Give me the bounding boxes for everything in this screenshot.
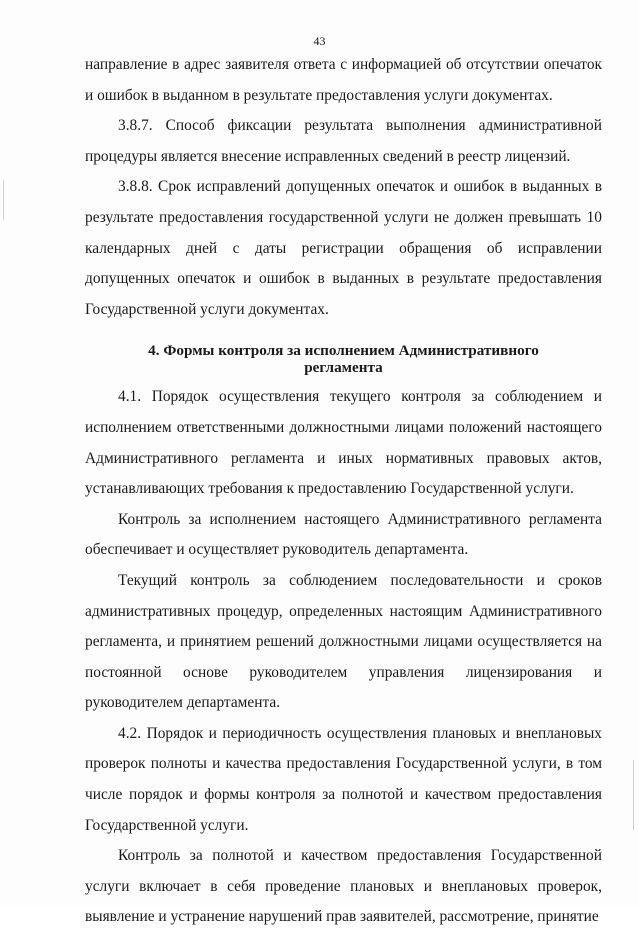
paragraph-4-2: 4.2. Порядок и периодичность осуществления плановых и внеплановых проверок полноты и качества предоставления Государственной услуги, в том числе порядок и формы контроля за полнотой и качеством предоставления Государственной услуги. [85, 724, 602, 834]
paragraph-3-8-8: 3.8.8. Срок исправлений допущенных опечаток и ошибок в выданных в результате предоставления государственной услуги не должен превышать 10 календарных дней с даты регистрации обращения об исправлении допущенных опечаток и ошибок в выданных в результате предоставления Государственной услуги документах. [85, 178, 602, 318]
scan-mark-right [633, 760, 634, 830]
paragraph-3-8-7: 3.8.7. Способ фиксации результата выполнения административной процедуры является внесение исправленных сведений в реестр лицензий. [85, 117, 602, 165]
paragraph-current-control: Текущий контроль за соблюдением последовательности и сроков административных процедур, определенных настоящим Административного регламента, и принятием решений должностными лицами осуществляется на постоянной основе руководителем управления лицензирования и руководителем департамента. [85, 571, 602, 712]
scan-mark-left [3, 180, 4, 220]
paragraph-continuation: направление в адрес заявителя ответа с информацией об отсутствии опечаток и ошибок в выданном в результате предоставления услуги документах. [85, 56, 602, 104]
paragraph-quality-control: Контроль за полнотой и качеством предоставления Государственной услуги включает в себя проведение плановых и внеплановых проверок, выявление и устранение нарушений прав заявителей, рассмотрение, принятие [85, 847, 602, 926]
paragraph-control: Контроль за исполнением настоящего Административного регламента обеспечивает и осуществляет руководитель департамента. [85, 510, 602, 559]
paragraph-4-1: 4.1. Порядок осуществления текущего контроля за соблюдением и исполнением ответственными должностными лицами положений настоящего Административного регламента и иных нормативных правовых актов, устанавливающих требования к предоставлению Государственной услуги. [85, 388, 602, 498]
section-heading-line-2: регламента [304, 359, 383, 377]
page-number: 43 [313, 34, 326, 48]
section-heading [85, 342, 602, 376]
section-heading-line-1: 4. Формы контроля за исполнением Административного [148, 342, 539, 360]
document-body [85, 50, 602, 933]
